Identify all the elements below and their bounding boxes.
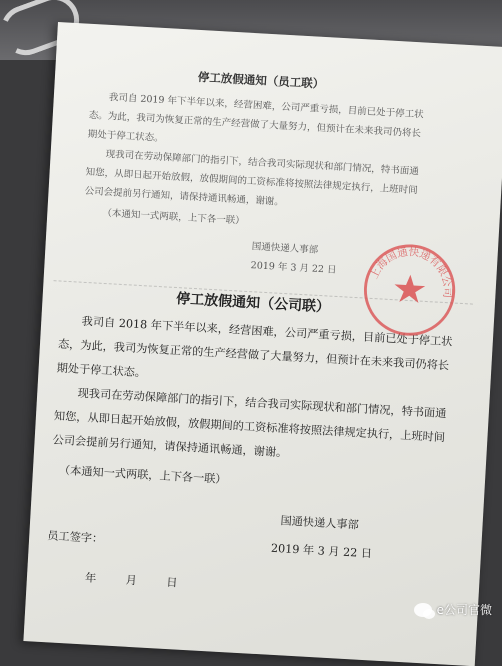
signature-date-blank: 年 月 日 xyxy=(84,571,178,590)
company-copy-department: 国通快递人事部 xyxy=(280,514,360,532)
wechat-icon xyxy=(414,603,432,617)
watermark xyxy=(414,601,492,618)
employee-copy-paragraph-2: 现我司在劳动保障部门的指引下，结合我司实际现状和部门情况，特书面通知您，从即日起开始放假，放假期间的工资标准将按照法律规定执行，上班时间公司会提前另行通知，请保持通讯畅通，谢谢。 xyxy=(84,148,420,208)
seal-star xyxy=(394,274,426,304)
company-copy-title: 停工放假通知（公司联） xyxy=(175,291,331,316)
company-copy-date: 2019 年 3 月 22 日 xyxy=(270,541,373,561)
company-copy-paragraph-1: 我司自 2018 年下半年以来，经营困难，公司严重亏损，目前已处于停工状态，为此，我司为恢复正常的生产经营做了大量努力，但预计在未来我司仍将长期处于停工状态。 xyxy=(56,314,453,380)
seal-graphic xyxy=(359,239,460,340)
employee-copy-note: （本通知一式两联，上下各一联） xyxy=(102,207,245,227)
employee-copy-title: 停工放假通知（员工联） xyxy=(197,69,325,91)
notice-paper xyxy=(23,22,502,666)
company-seal-stamp xyxy=(359,239,460,340)
employee-copy-date: 2019 年 3 月 22 日 xyxy=(250,260,337,276)
company-copy-note: （本通知一式两联，上下各一联） xyxy=(58,463,227,487)
employee-copy-paragraph-1: 我司自 2019 年下半年以来，经营困难，公司严重亏损，目前已处于停工状态。为此，我司为恢复正常的生产经营做了大量努力，但预计在未来我司仍将长期处于停工状态。 xyxy=(87,91,424,145)
seal-text-path: 上海国通快递有限公司 xyxy=(368,246,454,299)
watermark-text: e公司官微 xyxy=(436,603,492,617)
company-copy-paragraph-2: 现我司在劳动保障部门的指引下，结合我司实际现状和部门情况，特书面通知您，从即日起开始放假，放假期间的工资标准将按照法律规定执行，上班时间公司会提前另行通知，请保持通讯畅通，谢谢。 xyxy=(52,386,447,460)
employee-copy-department: 国通快递人事部 xyxy=(251,241,319,256)
employee-signature-label: 员工签字： xyxy=(46,529,104,546)
